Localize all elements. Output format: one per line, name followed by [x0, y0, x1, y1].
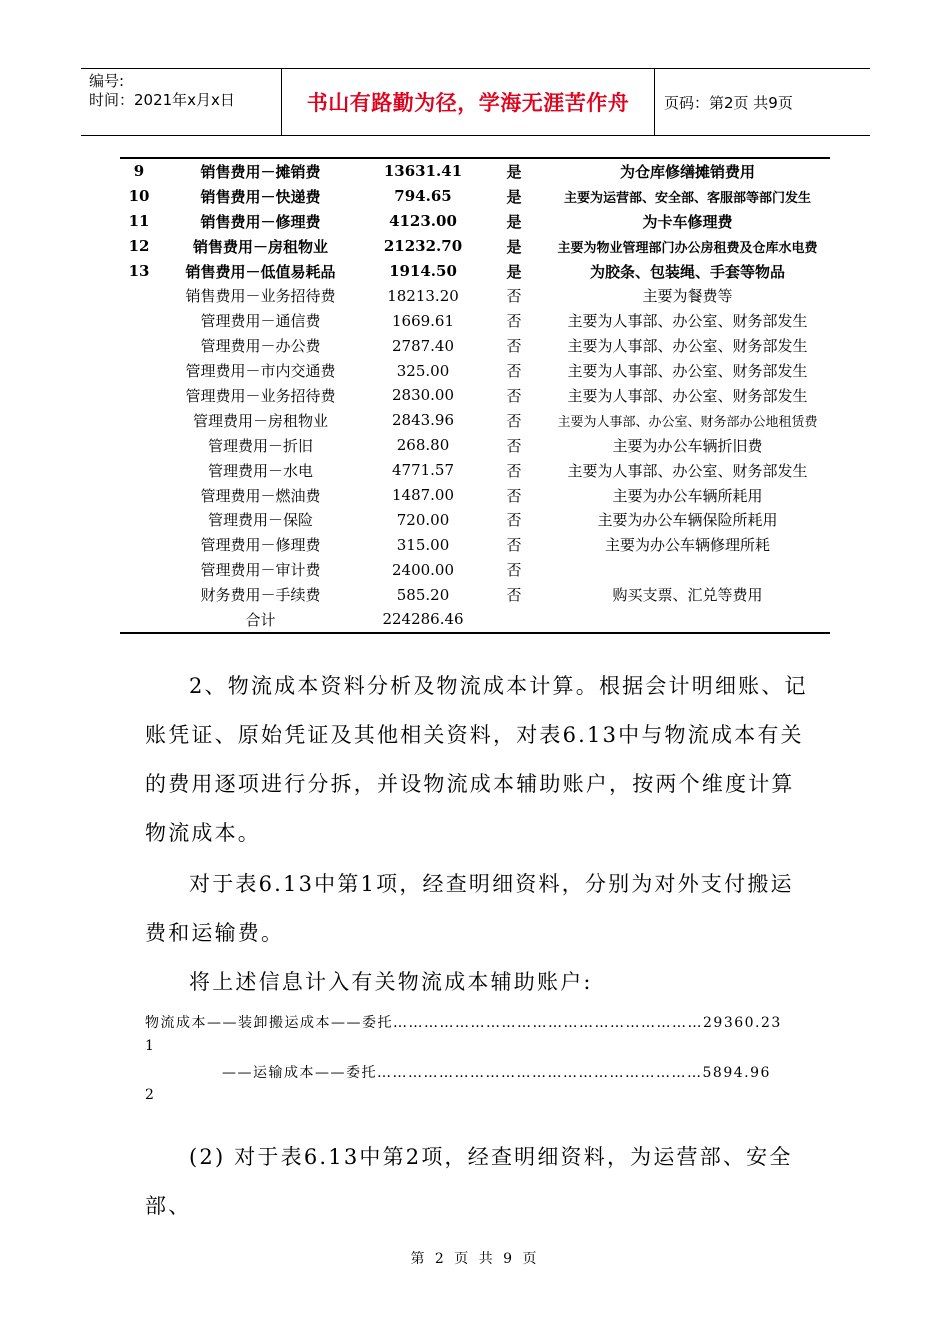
row-flag: 否 — [506, 486, 522, 505]
number-label: 编号: — [89, 72, 125, 90]
table-row — [120, 507, 830, 532]
row-amount: 21232.70 — [383, 237, 463, 256]
header-page-label: 页码：第2页 共9页 — [664, 93, 793, 112]
row-flag: 否 — [506, 337, 522, 356]
ledger-entry-loading: 物流成本——装卸搬运成本——委托……………………………………………………29360.23 — [145, 1015, 782, 1031]
row-note: 主要为人事部、办公室、财务部发生 — [567, 461, 808, 480]
table-row — [120, 333, 830, 358]
row-flag: 否 — [506, 511, 522, 530]
row-note: 为仓库修缮摊销费用 — [619, 162, 755, 181]
row-flag: 否 — [506, 461, 522, 480]
row-amount: 2787.40 — [391, 336, 455, 355]
row-amount: 13631.41 — [383, 162, 463, 181]
row-note: 主要为人事部、办公室、财务部办公地租赁费 — [557, 414, 818, 430]
row-amount: 585.20 — [396, 585, 450, 604]
row-note: 主要为物业管理部门办公房租费及仓库水电费 — [557, 240, 818, 256]
row-number: 9 — [133, 162, 145, 181]
row-item: 销售费用－业务招待费 — [185, 287, 336, 306]
row-item: 管理费用－办公费 — [200, 337, 321, 356]
row-flag: 否 — [506, 561, 522, 580]
table-row — [120, 607, 830, 632]
ledger-entry-transport-cont: 2 — [145, 1087, 156, 1103]
row-flag: 否 — [506, 536, 522, 555]
table-row — [120, 483, 830, 508]
row-note: 为胶条、包装绳、手套等物品 — [589, 262, 785, 281]
paragraph-item2: (2) 对于表6.13中第2项，经查明细资料，为运营部、安全部、 — [145, 1145, 793, 1218]
row-note: 主要为人事部、办公室、财务部发生 — [567, 312, 808, 331]
row-note: 主要为办公车辆修理所耗 — [604, 536, 770, 555]
row-flag: 是 — [506, 162, 522, 181]
row-note: 购买支票、汇兑等费用 — [612, 586, 763, 605]
table-row — [120, 557, 830, 582]
page-footer: 第 2 页 共 9 页 — [410, 1251, 540, 1267]
row-amount: 1914.50 — [389, 262, 457, 280]
time-label: 时间：2021年x月x日 — [89, 91, 235, 109]
row-amount: 18213.20 — [387, 286, 459, 305]
row-amount: 224286.46 — [382, 610, 464, 629]
row-flag: 否 — [506, 312, 522, 331]
header-meta — [81, 69, 282, 135]
table-row — [120, 383, 830, 408]
row-note: 主要为运营部、安全部、客服部等部门发生 — [563, 190, 811, 206]
table-row — [120, 458, 830, 483]
row-amount: 2830.00 — [391, 386, 455, 405]
row-number: 10 — [128, 187, 150, 206]
table-row — [120, 532, 830, 557]
row-amount: 1669.61 — [391, 311, 455, 330]
row-item: 管理费用－水电 — [207, 461, 313, 480]
table-row — [120, 283, 830, 308]
row-number: 12 — [128, 237, 150, 256]
row-amount: 315.00 — [396, 535, 450, 554]
row-item: 销售费用－修理费 — [200, 212, 321, 231]
row-flag: 否 — [506, 287, 522, 306]
row-item: 管理费用－燃油费 — [200, 486, 321, 505]
page-header — [81, 68, 870, 136]
table-row — [120, 209, 830, 234]
row-amount: 2843.96 — [391, 411, 455, 430]
row-note: 主要为办公车辆折旧费 — [612, 436, 763, 455]
row-item: 合计 — [245, 610, 276, 629]
table-row — [120, 308, 830, 333]
row-item: 管理费用－审计费 — [200, 561, 321, 580]
expense-table — [120, 157, 830, 634]
row-note: 主要为人事部、办公室、财务部发生 — [567, 386, 808, 405]
paragraph-analysis: 2、物流成本资料分析及物流成本计算。根据会计明细账、记账凭证、原始凭证及其他相关资料，对表6.13中与物流成本有关的费用逐项进行分拆，并设物流成本辅助账户，按两个维度计算物流成本。 — [145, 674, 808, 845]
row-flag: 否 — [506, 586, 522, 605]
table-row — [120, 358, 830, 383]
row-note: 为卡车修理费 — [642, 212, 733, 231]
table-row — [120, 234, 830, 259]
table-row — [120, 582, 830, 607]
row-flag: 否 — [506, 411, 522, 430]
table-row — [120, 408, 830, 433]
row-item: 管理费用－市内交通费 — [185, 362, 336, 381]
row-item: 销售费用－房租物业 — [192, 237, 328, 256]
row-amount: 325.00 — [396, 361, 450, 380]
row-amount: 1487.00 — [391, 486, 455, 505]
row-item: 管理费用－保险 — [207, 511, 313, 530]
row-flag: 是 — [506, 237, 522, 256]
table-row — [120, 259, 830, 284]
row-item: 管理费用－通信费 — [200, 312, 321, 331]
row-flag: 否 — [506, 362, 522, 381]
row-flag: 否 — [506, 436, 522, 455]
row-item: 销售费用－快递费 — [200, 187, 321, 206]
table-row — [120, 159, 830, 184]
row-note: 主要为人事部、办公室、财务部发生 — [567, 362, 808, 381]
row-item: 销售费用－低值易耗品 — [185, 262, 336, 281]
row-amount: 720.00 — [396, 510, 450, 529]
row-amount: 268.80 — [396, 436, 450, 455]
row-item: 管理费用－修理费 — [200, 536, 321, 555]
ledger-entry-loading-cont: 1 — [145, 1038, 156, 1054]
row-amount: 4771.57 — [391, 461, 455, 480]
ledger-entry-transport: ——运输成本——委托………………………………………………………5894.96 — [222, 1065, 771, 1081]
row-flag: 是 — [506, 187, 522, 206]
row-number: 11 — [128, 212, 150, 231]
row-item: 管理费用－房租物业 — [192, 411, 328, 430]
row-amount: 794.65 — [394, 187, 452, 206]
row-flag: 是 — [506, 262, 522, 281]
row-number: 13 — [128, 262, 150, 280]
row-item: 管理费用－业务招待费 — [185, 386, 336, 405]
paragraph-record-intro: 将上述信息计入有关物流成本辅助账户: — [189, 970, 593, 994]
row-item: 管理费用－折旧 — [207, 436, 313, 455]
table-row — [120, 433, 830, 458]
paragraph-item1: 对于表6.13中第1项，经查明细资料，分别为对外支付搬运费和运输费。 — [145, 872, 794, 945]
table-row — [120, 184, 830, 209]
row-item: 财务费用－手续费 — [200, 586, 321, 605]
row-flag: 是 — [506, 212, 522, 231]
row-item: 销售费用－摊销费 — [200, 162, 321, 181]
row-note: 主要为办公车辆保险所耗用 — [597, 511, 778, 530]
row-amount: 4123.00 — [389, 212, 457, 231]
row-amount: 2400.00 — [391, 560, 455, 579]
row-note: 主要为人事部、办公室、财务部发生 — [567, 337, 808, 356]
row-note: 主要为办公车辆所耗用 — [612, 486, 763, 505]
row-flag: 否 — [506, 386, 522, 405]
row-note: 主要为餐费等 — [642, 287, 733, 306]
header-motto: 书山有路勤为径，学海无涯苦作舟 — [282, 69, 655, 135]
